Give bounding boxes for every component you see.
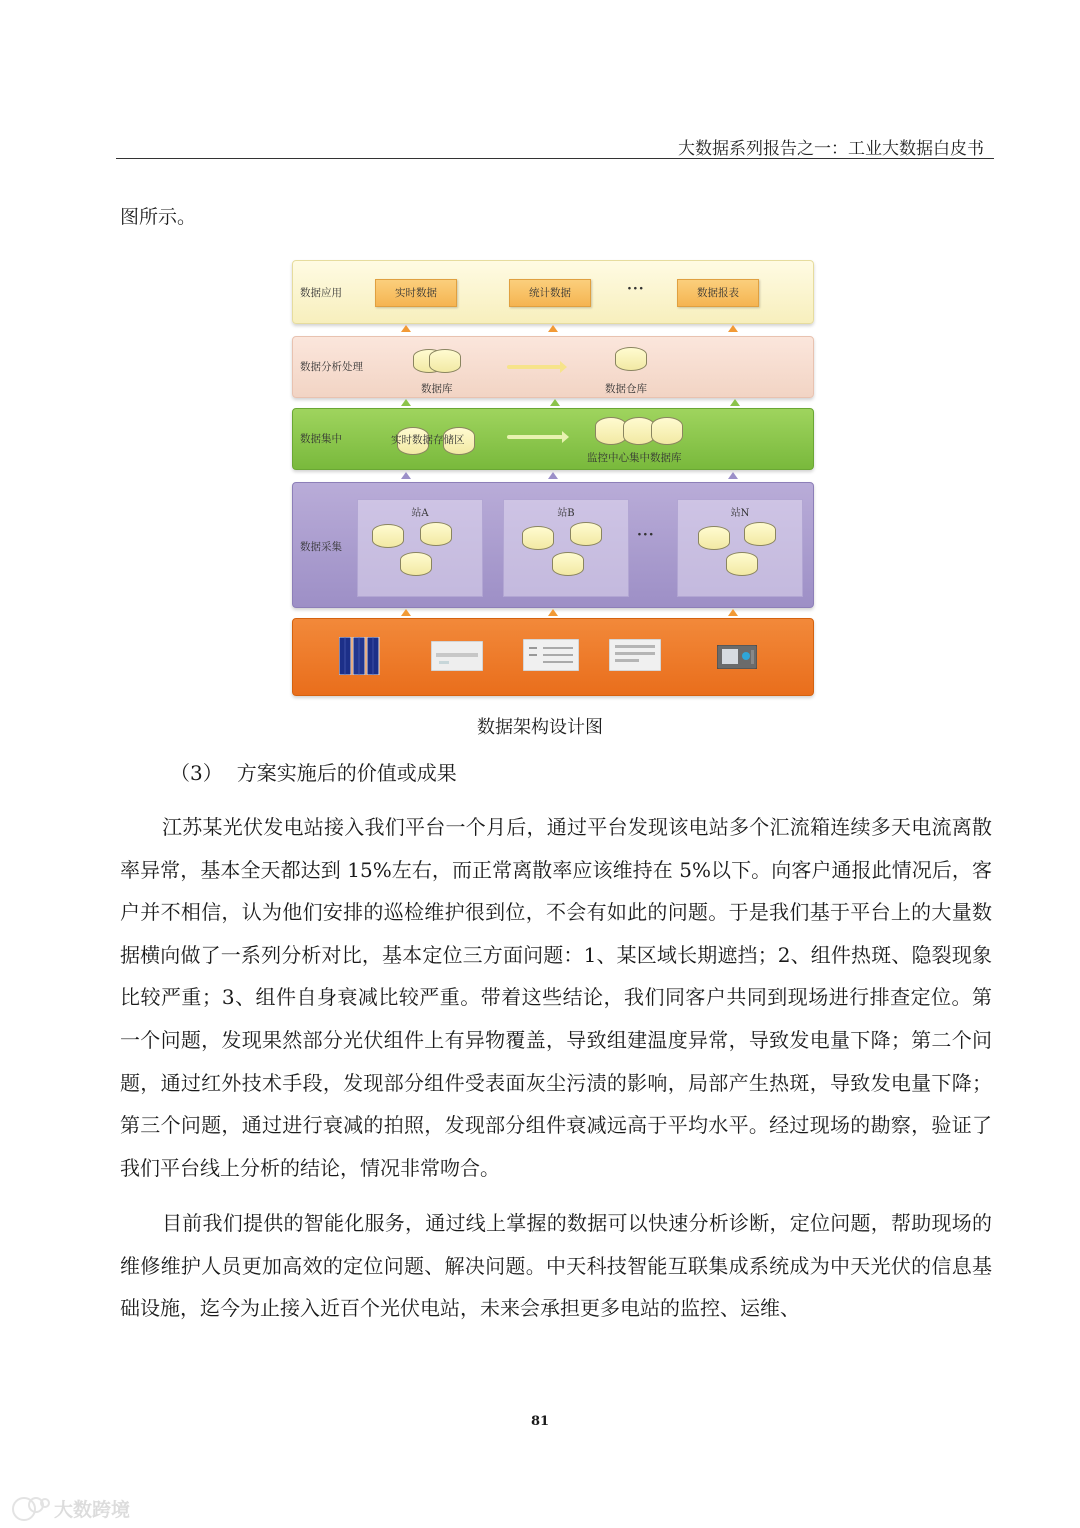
lead-text: 图所示。 bbox=[120, 206, 197, 228]
meter-cabinet-icon bbox=[609, 639, 661, 671]
paragraph-2 bbox=[120, 1202, 992, 1330]
layer-label-analysis: 数据分析处理 bbox=[300, 361, 363, 373]
section-title: 方案实施后的价值或成果 bbox=[236, 761, 457, 785]
page-header-title: 大数据系列报告之一：工业大数据白皮书 bbox=[678, 139, 984, 159]
station-db-cylinder-icon bbox=[372, 524, 404, 548]
monitor-device-icon bbox=[717, 645, 757, 669]
station-n-label: 站N bbox=[730, 508, 750, 519]
station-db-cylinder-icon bbox=[698, 526, 730, 550]
arrow-up-icon bbox=[730, 399, 740, 406]
layer-application bbox=[292, 260, 814, 324]
figure-caption: 数据架构设计图 bbox=[477, 717, 603, 738]
station-a-label: 站A bbox=[411, 508, 429, 519]
arrow-right-icon bbox=[507, 435, 563, 439]
arrow-up-icon bbox=[401, 472, 411, 479]
watermark-text: 大数跨境 bbox=[54, 1499, 131, 1521]
station-db-cylinder-icon bbox=[552, 552, 584, 576]
arrow-up-icon bbox=[401, 609, 411, 616]
realtime-storage-label: 实时数据存储区 bbox=[391, 434, 465, 446]
station-n bbox=[677, 499, 803, 597]
section-heading bbox=[170, 757, 457, 786]
station-db-cylinder-icon bbox=[420, 522, 452, 546]
paragraph-1 bbox=[120, 806, 992, 1189]
layer-label-collection: 数据采集 bbox=[300, 541, 342, 553]
layer-collection bbox=[292, 482, 814, 608]
watermark-logo bbox=[8, 1492, 148, 1526]
watermark-emblem-icon bbox=[13, 1498, 49, 1520]
database-cylinder-icon bbox=[429, 349, 461, 373]
header-rule bbox=[116, 158, 994, 159]
station-db-cylinder-icon bbox=[400, 552, 432, 576]
app-ellipsis: ··· bbox=[627, 281, 645, 297]
station-a bbox=[357, 499, 483, 597]
paragraph-1-text: 江苏某光伏发电站接入我们平台一个月后，通过平台发现该电站多个汇流箱连续多天电流离散率异常，基本全天都达到 15%左右，而正常离散率应该维持在 5%以下。向客户通报此情况后，客户并不相信，认为他们安排的巡检维护很到位，不会有如此的问题。于是我们基于平台上的大量数据横向做了一系列分析对比，基本定位三方面问题：1、某区域长期遮挡；2、组件热斑、隐裂现象比较严重；3、组件自身衰减比较严重。带着这些结论，我们同客户共同到现场进行排查定位。第一个问题，发现果然部分光伏组件上有异物覆盖，导致组建温度异常，导致发电量下降；第二个问题，通过红外技术手段，发现部分组件受表面灰尘污渍的影响，局部产生热斑，导致发电量下降；第三个问题，通过进行衰减的拍照，发现部分组件衰减远高于平均水平。经过现场的勘察，验证了我们平台线上分析的结论，情况非常吻合。 bbox=[120, 815, 992, 1180]
arrow-up-icon bbox=[728, 609, 738, 616]
arrow-right-icon bbox=[507, 365, 561, 369]
station-db-cylinder-icon bbox=[570, 522, 602, 546]
section-number: （3） bbox=[170, 761, 223, 785]
arrow-up-icon bbox=[728, 325, 738, 332]
arrow-up-icon bbox=[550, 399, 560, 406]
layer-analysis bbox=[292, 336, 814, 398]
app-box-reports: 数据报表 bbox=[677, 279, 759, 307]
database-label: 数据库 bbox=[421, 383, 453, 395]
arrow-up-icon bbox=[548, 609, 558, 616]
layer-label-concentration: 数据集中 bbox=[300, 433, 342, 445]
data-warehouse-cylinder-icon bbox=[615, 347, 647, 371]
station-ellipsis: ··· bbox=[637, 527, 655, 543]
arrow-up-icon bbox=[548, 325, 558, 332]
layer-devices bbox=[292, 618, 814, 696]
inverter-device-icon bbox=[431, 641, 483, 671]
page-number: 81 bbox=[530, 1414, 550, 1429]
arrow-up-icon bbox=[401, 325, 411, 332]
combiner-box-icon bbox=[523, 639, 579, 671]
solar-panel-icon bbox=[339, 637, 381, 675]
station-db-cylinder-icon bbox=[522, 526, 554, 550]
layer-concentration bbox=[292, 408, 814, 470]
app-box-realtime: 实时数据 bbox=[375, 279, 457, 307]
station-b bbox=[503, 499, 629, 597]
station-db-cylinder-icon bbox=[726, 552, 758, 576]
arrow-up-icon bbox=[548, 472, 558, 479]
app-box-statistics: 统计数据 bbox=[509, 279, 591, 307]
central-db-label: 监控中心集中数据库 bbox=[587, 452, 682, 464]
architecture-diagram bbox=[292, 260, 814, 696]
data-warehouse-label: 数据仓库 bbox=[605, 383, 647, 395]
station-db-cylinder-icon bbox=[744, 522, 776, 546]
layer-label-application: 数据应用 bbox=[300, 287, 342, 299]
station-b-label: 站B bbox=[557, 508, 575, 519]
paragraph-2-text: 目前我们提供的智能化服务，通过线上掌握的数据可以快速分析诊断，定位问题，帮助现场的维修维护人员更加高效的定位问题、解决问题。中天科技智能互联集成系统成为中天光伏的信息基础设施，迄今为止接入近百个光伏电站，未来会承担更多电站的监控、运维、 bbox=[120, 1211, 992, 1321]
arrow-up-icon bbox=[728, 472, 738, 479]
central-db-cylinder-icon bbox=[651, 417, 683, 445]
arrow-up-icon bbox=[401, 399, 411, 406]
